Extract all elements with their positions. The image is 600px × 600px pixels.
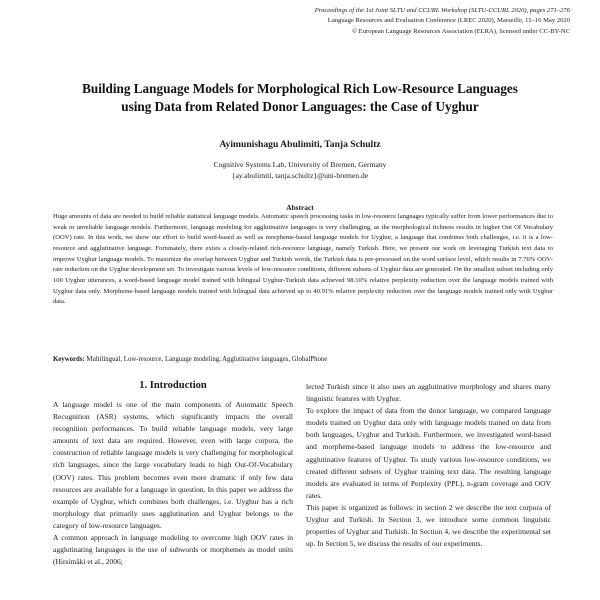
proceedings-line: Proceedings of the 1st Joint SLTU and CCURL Workshop (SLTU-CCURL 2020), pages 271–276 bbox=[314, 7, 570, 14]
conference-line: Language Resources and Evaluation Conference (LREC 2020), Marseille, 11–16 May 2020 bbox=[327, 17, 570, 25]
left-column bbox=[53, 379, 293, 568]
abstract-heading: Abstract bbox=[286, 203, 314, 212]
right-paragraph-1: lected Turkish since it also uses an agglutinative morphology and shares many linguistic features with Uyghur. bbox=[306, 382, 551, 404]
paper-title bbox=[30, 80, 570, 115]
proceedings-header bbox=[170, 6, 570, 37]
right-paragraph-2: To explore the impact of data from the donor language, we compared language models trained on Uyghur data only with language models trained on data from both languages, Uyghur and Turkish. Furthermore, we investigated word-based and morpheme-based language models to address the low-resource and agglutinative features of Uyghur. To study various low-resource conditions, we created different subsets of Uyghur training text data. The resulting language models are evaluated in terms of Perplexity (PPL), n-gram coverage and OOV rates. bbox=[306, 406, 551, 500]
keywords-label: Keywords: bbox=[53, 356, 85, 363]
right-paragraph-3: This paper is organized as follows: in section 2 we describe the text corpora of Uyghur and Turkish. In Section 3, we introduce some common linguistic properties of Uyghur and Turkish. In Section 4, we describe the experimental set up. In Section 5, we discuss the results of our experiments. bbox=[306, 502, 551, 549]
abstract-text: Huge amounts of data are needed to build reliable statistical language models. Automatic speech processing tasks in low-resource languages typically suffer from lower performances due to weak or unreliable language models. Furthermore, language modeling for agglutinative languages is very challenging, as the morphological richness results in higher Out Of Vocabulary (OOV) rate. In this work, we show our effort to build word-based as well as morpheme-based language models for Uyghur, a language that combines both challenges, i.e. it is a low-resource and agglutinative language. Fortunately, there exists a closely-related rich-resource language, namely Turkish. Here, we present our work on leveraging Turkish text data to improve Uyghur language models. To maximize the overlap between Uyghur and Turkish words, the Turkish data is pre-processed on the word surface level, which results in 7.76% OOV-rate reduction on the Uyghur development set. To investigate various levels of low-resource conditions, different subsets of Uyghur data are generated. On the smallest subset including only 100 Uyghur utterances, a word-based language model trained with bilingual Uyghur-Turkish data achieved 98.10% relative perplexity reduction over the language models trained with Uyghur data only. Morpheme-based language models trained with bilingual data achieved up to 40.91% relative perplexity reduction over the language models trained only with Uyghur data. bbox=[53, 213, 553, 306]
affiliation-lab: Cognitive Systems Lab, University of Bremen, Germany bbox=[213, 160, 387, 169]
title-line-2: using Data from Related Donor Languages: the Case of Uyghur bbox=[121, 98, 479, 114]
section-heading-introduction: 1. Introduction bbox=[139, 380, 207, 391]
intro-paragraph-1: A language model is one of the main components of Automatic Speech Recognition (ASR) systems, which significantly impacts the overall recognition performances. To build reliable language models, very large amounts of text data are required. However, even with large corpora, the construction of reliable language models is very challenging for morphological rich languages, since the large vocabulary leads to high Out-Of-Vocabulary (OOV) rates. This problem becomes even more dramatic if only few data resources are available for a language in question. In this paper we address the example of Uyghur, which combines both challenges, i.e. Uyghur has a rich morphology that primarily uses agglutination and Uyghur belongs to the category of low-resource languages. bbox=[53, 400, 293, 530]
title-line-1: Building Language Models for Morphological Rich Low-Resource Languages bbox=[82, 81, 518, 96]
license-line: © European Language Resources Association (ELRA), licensed under CC-BY-NC bbox=[352, 27, 570, 35]
right-column bbox=[306, 381, 551, 550]
keywords bbox=[53, 355, 553, 365]
affiliation-email: {ay.abulimiti, tanja.schultz}@uni-bremen.de bbox=[231, 170, 369, 180]
affiliation bbox=[30, 160, 570, 181]
authors: Ayimunishagu Abulimiti, Tanja Schultz bbox=[219, 139, 381, 150]
intro-paragraph-2: A common approach in language modeling to overcome high OOV rates in agglutinating languages is the use of subwords or morphemes as model units (Hirsimäki et al., 2006; bbox=[53, 533, 293, 567]
keywords-text: Multilingual, Low-resource, Language modeling, Agglutinative languages, GlobalPhone bbox=[86, 356, 328, 363]
